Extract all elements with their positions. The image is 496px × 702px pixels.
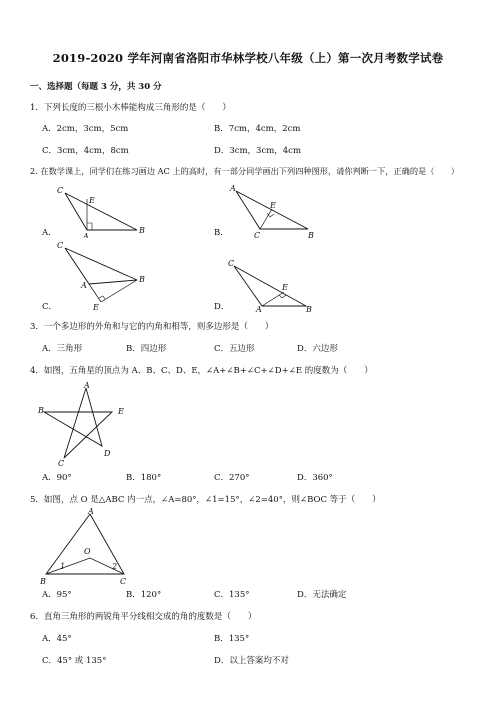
question-5-option-a: A．95°: [42, 590, 72, 600]
question-4-option-c: C．270°: [214, 473, 250, 483]
question-2-option-a: A．: [42, 228, 57, 238]
triangle-label-o: O: [84, 547, 91, 556]
triangle-label-1: 1: [60, 562, 66, 571]
question-3-option-c: C．五边形: [214, 344, 255, 354]
figure-2a-label-c: C: [57, 186, 64, 195]
question-5-option-d: D．无法确定: [297, 590, 347, 600]
figure-2b-label-a: A: [230, 184, 236, 193]
star-label-a: A: [84, 381, 90, 390]
figure-2b-label-b: B: [308, 231, 314, 238]
question-2-stem: 2. 在数学课上，同学们在练习画边 AC 上的高时，有一部分同学画出下列四种图形，请你判断一下，正确的是（ ）: [30, 166, 459, 176]
question-1-option-a: A．2cm，3cm，5cm: [42, 124, 129, 134]
question-5-option-b: B．120°: [126, 590, 162, 600]
star-label-b: B: [38, 406, 44, 415]
figure-2b: [222, 183, 322, 238]
figure-2d-label-a: A: [256, 305, 262, 312]
figure-2b-label-c: C: [254, 231, 261, 238]
question-2-option-b: B．: [214, 228, 229, 238]
figure-2d-label-b: B: [306, 305, 312, 312]
question-6-stem: 6．直角三角形的两锐角平分线相交成的角的度数是（ ）: [30, 612, 257, 622]
figure-2a-label-b: B: [139, 226, 145, 235]
question-6-option-a: A．45°: [42, 634, 72, 644]
figure-star: [36, 380, 136, 466]
figure-2c-label-b: B: [139, 275, 145, 284]
question-4-option-b: B．180°: [126, 473, 162, 483]
figure-2a-label-e: E: [89, 196, 95, 205]
figure-2b-label-e: E: [270, 201, 276, 210]
figure-2c-label-e: E: [93, 303, 99, 312]
question-1-option-c: C．3cm，4cm，8cm: [42, 146, 129, 156]
question-1-stem: 1．下列长度的三根小木棒能构成三角形的是（ ）: [30, 103, 231, 113]
figure-2c: [55, 240, 155, 312]
question-3-option-b: B．四边形: [126, 344, 167, 354]
star-label-c: C: [58, 459, 65, 466]
page-title: 2019-2020 学年河南省洛阳市华林学校八年级（上）第一次月考数学试卷: [52, 51, 444, 65]
question-2-option-c: C．: [42, 302, 58, 312]
question-6-option-b: B．135°: [214, 634, 250, 644]
question-2-option-d: D．: [214, 302, 230, 312]
question-1-option-b: B．7cm，4cm，2cm: [214, 124, 301, 134]
question-4-stem: 4．如图，五角星的顶点为 A、B、C、D、E，∠A+∠B+∠C+∠D+∠E 的度数为（ ）: [30, 366, 373, 376]
question-1-option-d: D．3cm，3cm，4cm: [214, 146, 302, 156]
question-4-option-a: A．90°: [42, 473, 72, 483]
figure-triangle: [36, 506, 136, 586]
figure-2c-label-a: A: [81, 281, 87, 290]
question-3-option-a: A．三角形: [42, 344, 83, 354]
figure-2d: [222, 256, 322, 312]
question-6-option-d: D．以上答案均不对: [214, 656, 289, 666]
figure-2d-label-e: E: [282, 283, 288, 292]
section-heading: 一、选择题（每题 3 分，共 30 分: [30, 82, 162, 92]
figure-2d-label-c: C: [228, 259, 235, 268]
question-4-option-d: D．360°: [297, 473, 333, 483]
question-3-option-d: D．六边形: [297, 344, 338, 354]
triangle-label-c: C: [120, 577, 127, 586]
question-5-option-c: C．135°: [214, 590, 250, 600]
star-label-d: D: [104, 449, 111, 458]
question-6-option-c: C．45° 或 135°: [42, 656, 107, 666]
figure-2c-label-c: C: [57, 241, 64, 250]
question-5-stem: 5．如图，点 O 是△ABC 内一点，∠A=80°，∠1=15°，∠2=40°，则∠BOC 等于（ ）: [30, 495, 381, 505]
figure-2a-label-a: A: [83, 232, 89, 238]
figure-2a: [55, 183, 155, 238]
star-label-e: E: [118, 407, 124, 416]
question-3-stem: 3．一个多边形的外角和与它的内角和相等，则多边形是（ ）: [30, 322, 274, 332]
triangle-label-a: A: [88, 507, 94, 516]
triangle-label-b: B: [40, 577, 46, 586]
triangle-label-2: 2: [112, 562, 118, 571]
